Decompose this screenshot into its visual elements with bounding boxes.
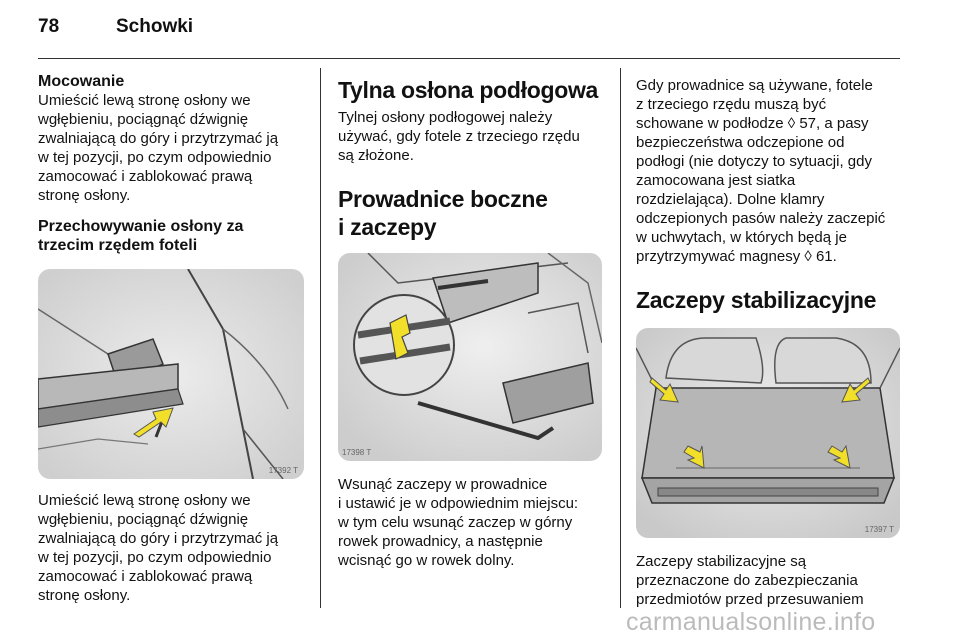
column-3: [636, 76, 906, 609]
section-heading: Zaczepy stabilizacyjne: [636, 287, 877, 313]
section-heading: Prowadnice boczne i zaczepy: [338, 186, 548, 240]
paragraph: Gdy prowadnice są używane, fotele z trzeciego rzędu muszą być schowane w podłodze ◊ 57, a pasy bezpieczeństwa odczepione od podłogi (nie dotyczy to sytuacji, gdy zamocowana jest siatka rozdzielająca). Dolne klamry odczepionych pasów należy zaczepić w uchwytach, w których będą je przytrzymywać magnesy ◊ 61.: [636, 77, 886, 265]
guide-rails-illustration: [338, 253, 602, 461]
column-divider: [620, 68, 621, 608]
column-1: [38, 72, 310, 605]
paragraph: Umieścić lewą stronę osłony we wgłębieniu, pociągnąć dźwignię zwalniającą do góry i przytrzymać ją w tej pozycji, po czym odpowiednio zamocować i zablokować prawą stronę osłony.: [38, 92, 279, 204]
header-rule: [38, 58, 900, 59]
stabilising-hooks-illustration: [636, 328, 900, 538]
page-number: 78: [38, 16, 60, 37]
paragraph: Zaczepy stabilizacyjne są przeznaczone do zabezpieczania przedmiotów przed przesuwaniem: [636, 553, 864, 608]
column-2: [338, 76, 606, 570]
section-heading: Tylna osłona podłogowa: [338, 77, 599, 103]
cover-storage-illustration: [38, 269, 304, 479]
paragraph: Tylnej osłony podłogowej należy używać, gdy fotele z trzeciego rzędu są złożone.: [338, 109, 580, 164]
section-heading: Mocowanie: [38, 73, 125, 90]
column-divider: [320, 68, 321, 608]
section-heading: Przechowywanie osłony za trzecim rzędem foteli: [38, 218, 244, 254]
figure-code: 17398 T: [342, 448, 372, 457]
paragraph: Umieścić lewą stronę osłony we wgłębieniu, pociągnąć dźwignię zwalniającą do góry i przytrzymać ją w tej pozycji, po czym odpowiednio zamocować i zablokować prawą stronę osłony.: [38, 492, 279, 604]
figure-code: 17392 T: [268, 466, 298, 475]
paragraph: Wsunąć zaczepy w prowadnice i ustawić je w odpowiednim miejscu: w tym celu wsunąć zaczep w górny rowek prowadnicy, a następnie wcisnąć go w rowek dolny.: [338, 476, 579, 569]
watermark: carmanualsonline.info: [626, 608, 876, 636]
figure-code: 17397 T: [864, 525, 894, 534]
chapter-title: Schowki: [116, 16, 194, 37]
